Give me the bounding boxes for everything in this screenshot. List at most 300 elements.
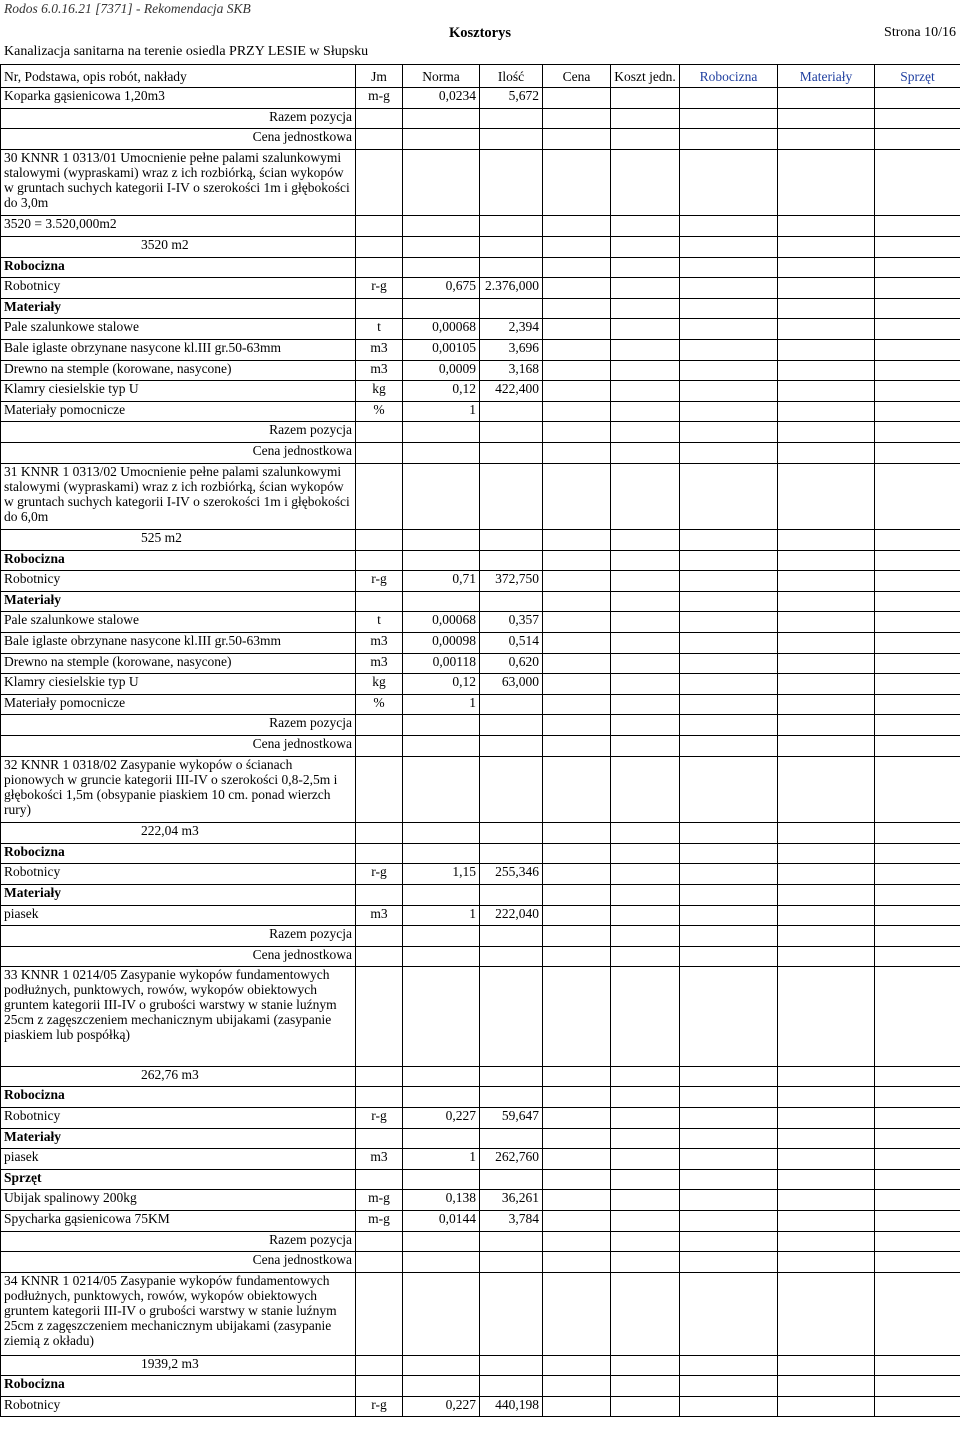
norm-cell: 0,138	[403, 1190, 480, 1211]
value-cell	[875, 885, 960, 906]
value-cell	[875, 422, 960, 443]
quantity-cell	[480, 715, 543, 736]
value-cell	[543, 1107, 611, 1128]
norm-cell	[403, 1272, 480, 1355]
value-cell	[778, 715, 875, 736]
value-cell	[778, 756, 875, 823]
value-cell	[543, 633, 611, 654]
value-cell	[875, 381, 960, 402]
description-cell: piasek	[1, 1149, 356, 1170]
quantity-cell: 372,750	[480, 571, 543, 592]
unit-cell	[356, 1376, 403, 1397]
summary-row	[1, 129, 960, 150]
norm-cell	[403, 756, 480, 823]
unit-cell	[356, 1128, 403, 1149]
norm-cell	[403, 1376, 480, 1397]
value-cell	[611, 236, 680, 257]
value-cell	[875, 1231, 960, 1252]
value-cell	[875, 319, 960, 340]
value-cell	[680, 1087, 778, 1108]
value-cell	[875, 278, 960, 299]
quantity-cell: 2.376,000	[480, 278, 543, 299]
quantity-cell	[480, 216, 543, 237]
value-cell	[611, 360, 680, 381]
position-row	[1, 967, 960, 1066]
section-row	[1, 1169, 960, 1190]
value-cell	[778, 694, 875, 715]
column-header: Robocizna	[680, 65, 778, 88]
value-cell	[680, 736, 778, 757]
unit-cell	[356, 756, 403, 823]
value-cell	[875, 550, 960, 571]
value-cell	[875, 149, 960, 216]
value-cell	[543, 843, 611, 864]
norm-cell: 0,12	[403, 674, 480, 695]
value-cell	[680, 442, 778, 463]
norm-cell: 0,227	[403, 1396, 480, 1417]
norm-cell: 1,15	[403, 864, 480, 885]
value-cell	[875, 1087, 960, 1108]
summary-label: Cena jednostkowa	[1, 442, 356, 463]
quantity-cell	[480, 591, 543, 612]
value-cell	[778, 1087, 875, 1108]
unit-cell	[356, 530, 403, 551]
value-cell	[875, 463, 960, 530]
norm-cell: 1	[403, 1149, 480, 1170]
quantity-label: 3520 m2	[1, 236, 356, 257]
value-cell	[543, 736, 611, 757]
quantity-row	[1, 1355, 960, 1376]
value-cell	[543, 339, 611, 360]
value-cell	[543, 298, 611, 319]
value-cell	[778, 149, 875, 216]
quantity-cell	[480, 736, 543, 757]
section-row	[1, 1376, 960, 1397]
value-cell	[680, 1169, 778, 1190]
norm-cell	[403, 422, 480, 443]
unit-cell	[356, 736, 403, 757]
unit-cell	[356, 843, 403, 864]
value-cell	[680, 843, 778, 864]
value-cell	[875, 946, 960, 967]
value-cell	[875, 591, 960, 612]
value-cell	[875, 1169, 960, 1190]
value-cell	[778, 1272, 875, 1355]
value-cell	[778, 1107, 875, 1128]
unit-cell: m-g	[356, 1190, 403, 1211]
quantity-cell	[480, 442, 543, 463]
quantity-cell	[480, 257, 543, 278]
norm-cell: 0,00105	[403, 339, 480, 360]
quantity-cell	[480, 756, 543, 823]
resource-row	[1, 339, 960, 360]
section-label: Robocizna	[1, 1376, 356, 1397]
norm-cell	[403, 550, 480, 571]
value-cell	[875, 1210, 960, 1231]
value-cell	[875, 1066, 960, 1087]
value-cell	[778, 926, 875, 947]
value-cell	[680, 236, 778, 257]
value-cell	[680, 1272, 778, 1355]
description-cell: Materiały pomocnicze	[1, 694, 356, 715]
value-cell	[680, 674, 778, 695]
quantity-cell	[480, 946, 543, 967]
unit-cell	[356, 257, 403, 278]
norm-cell	[403, 715, 480, 736]
value-cell	[543, 653, 611, 674]
quantity-cell	[480, 1376, 543, 1397]
section-row	[1, 1087, 960, 1108]
value-cell	[680, 422, 778, 443]
value-cell	[543, 381, 611, 402]
value-cell	[778, 257, 875, 278]
position-row	[1, 463, 960, 530]
quantity-cell	[480, 1128, 543, 1149]
value-cell	[543, 530, 611, 551]
norm-cell	[403, 1169, 480, 1190]
quantity-cell	[480, 1087, 543, 1108]
norm-cell	[403, 843, 480, 864]
value-cell	[611, 756, 680, 823]
section-label: Materiały	[1, 1128, 356, 1149]
value-cell	[875, 843, 960, 864]
summary-row	[1, 442, 960, 463]
quantity-label: 1939,2 m3	[1, 1355, 356, 1376]
value-cell	[778, 1169, 875, 1190]
value-cell	[680, 633, 778, 654]
value-cell	[680, 108, 778, 129]
value-cell	[543, 1376, 611, 1397]
value-cell	[778, 401, 875, 422]
value-cell	[611, 843, 680, 864]
norm-cell: 0,675	[403, 278, 480, 299]
value-cell	[778, 905, 875, 926]
value-cell	[875, 442, 960, 463]
summary-row	[1, 1231, 960, 1252]
unit-cell: r-g	[356, 864, 403, 885]
unit-cell: r-g	[356, 278, 403, 299]
value-cell	[778, 1149, 875, 1170]
column-header: Koszt jedn.	[611, 65, 680, 88]
quantity-label: 222,04 m3	[1, 823, 356, 844]
quantity-cell	[480, 530, 543, 551]
unit-cell: m3	[356, 1149, 403, 1170]
resource-row	[1, 401, 960, 422]
description-cell: 3520 = 3.520,000m2	[1, 216, 356, 237]
norm-cell: 1	[403, 694, 480, 715]
value-cell	[778, 1210, 875, 1231]
quantity-cell: 440,198	[480, 1396, 543, 1417]
value-cell	[611, 339, 680, 360]
value-cell	[875, 674, 960, 695]
value-cell	[680, 653, 778, 674]
value-cell	[680, 612, 778, 633]
summary-label: Razem pozycja	[1, 715, 356, 736]
description-cell: Ubijak spalinowy 200kg	[1, 1190, 356, 1211]
summary-label: Cena jednostkowa	[1, 1252, 356, 1273]
column-header: Sprzęt	[875, 65, 960, 88]
value-cell	[778, 1128, 875, 1149]
description-cell: Robotnicy	[1, 864, 356, 885]
value-cell	[778, 298, 875, 319]
quantity-cell	[480, 422, 543, 443]
norm-cell: 0,0234	[403, 88, 480, 109]
summary-row	[1, 1252, 960, 1273]
description-cell: Robotnicy	[1, 571, 356, 592]
unit-cell	[356, 1355, 403, 1376]
value-cell	[875, 864, 960, 885]
value-cell	[680, 946, 778, 967]
value-cell	[543, 905, 611, 926]
value-cell	[680, 339, 778, 360]
norm-cell: 1	[403, 401, 480, 422]
value-cell	[611, 1169, 680, 1190]
quantity-cell: 0,514	[480, 633, 543, 654]
value-cell	[611, 1149, 680, 1170]
document-title: Kosztorys	[449, 25, 512, 41]
resource-row	[1, 905, 960, 926]
value-cell	[875, 823, 960, 844]
value-cell	[611, 129, 680, 150]
quantity-cell	[480, 1169, 543, 1190]
resource-row	[1, 1149, 960, 1170]
norm-cell	[403, 129, 480, 150]
quantity-cell	[480, 1355, 543, 1376]
description-cell: Robotnicy	[1, 1396, 356, 1417]
value-cell	[611, 422, 680, 443]
value-cell	[778, 736, 875, 757]
value-cell	[543, 319, 611, 340]
unit-cell	[356, 149, 403, 216]
quantity-cell	[480, 823, 543, 844]
value-cell	[680, 864, 778, 885]
quantity-cell: 5,672	[480, 88, 543, 109]
section-row	[1, 257, 960, 278]
page-number: Strona 10/16	[884, 25, 956, 40]
value-cell	[543, 1252, 611, 1273]
resource-row	[1, 1107, 960, 1128]
value-cell	[543, 1149, 611, 1170]
value-cell	[680, 885, 778, 906]
value-cell	[778, 381, 875, 402]
value-cell	[611, 1210, 680, 1231]
norm-cell	[403, 530, 480, 551]
norm-cell: 0,00068	[403, 612, 480, 633]
norm-cell	[403, 149, 480, 216]
value-cell	[611, 278, 680, 299]
norm-cell	[403, 926, 480, 947]
value-cell	[875, 736, 960, 757]
value-cell	[543, 236, 611, 257]
quantity-cell	[480, 843, 543, 864]
value-cell	[543, 926, 611, 947]
value-cell	[543, 1066, 611, 1087]
cost-estimate-table	[0, 64, 960, 1417]
value-cell	[611, 298, 680, 319]
value-cell	[680, 1107, 778, 1128]
value-cell	[543, 694, 611, 715]
value-cell	[611, 1231, 680, 1252]
description-cell: Pale szalunkowe stalowe	[1, 612, 356, 633]
quantity-cell: 422,400	[480, 381, 543, 402]
summary-row	[1, 422, 960, 443]
value-cell	[875, 926, 960, 947]
unit-cell: m3	[356, 360, 403, 381]
unit-cell: m3	[356, 633, 403, 654]
position-description: 32 KNNR 1 0318/02 Zasypanie wykopów o ścianach pionowych w gruncie kategorii III-IV o szerokości 0,8-2,5m i głębokości 1,5m (obsypanie piaskiem 10 cm. ponad wierzch rury)	[1, 756, 356, 823]
unit-cell: r-g	[356, 1107, 403, 1128]
value-cell	[778, 946, 875, 967]
description-cell: Robotnicy	[1, 278, 356, 299]
value-cell	[680, 1355, 778, 1376]
description-cell: Drewno na stemple (korowane, nasycone)	[1, 653, 356, 674]
norm-cell: 0,00068	[403, 319, 480, 340]
value-cell	[680, 926, 778, 947]
value-cell	[680, 571, 778, 592]
value-cell	[543, 612, 611, 633]
value-cell	[611, 1087, 680, 1108]
unit-cell: m3	[356, 653, 403, 674]
unit-cell: m-g	[356, 1210, 403, 1231]
value-cell	[875, 715, 960, 736]
value-cell	[611, 1128, 680, 1149]
norm-cell: 1	[403, 905, 480, 926]
quantity-cell: 255,346	[480, 864, 543, 885]
value-cell	[680, 550, 778, 571]
resource-row	[1, 319, 960, 340]
quantity-cell	[480, 1066, 543, 1087]
value-cell	[778, 612, 875, 633]
position-row	[1, 1272, 960, 1355]
value-cell	[543, 571, 611, 592]
column-header: Nr, Podstawa, opis robót, nakłady	[1, 65, 356, 88]
section-row	[1, 1128, 960, 1149]
section-label: Sprzęt	[1, 1169, 356, 1190]
value-cell	[543, 149, 611, 216]
quantity-cell	[480, 129, 543, 150]
unit-cell	[356, 129, 403, 150]
value-cell	[611, 1272, 680, 1355]
summary-label: Razem pozycja	[1, 926, 356, 947]
quantity-row	[1, 1066, 960, 1087]
value-cell	[611, 736, 680, 757]
value-cell	[680, 381, 778, 402]
norm-cell	[403, 236, 480, 257]
norm-cell	[403, 1355, 480, 1376]
value-cell	[680, 967, 778, 1066]
value-cell	[543, 1272, 611, 1355]
unit-cell	[356, 550, 403, 571]
value-cell	[875, 967, 960, 1066]
summary-row	[1, 108, 960, 129]
resource-row	[1, 571, 960, 592]
summary-label: Cena jednostkowa	[1, 946, 356, 967]
value-cell	[778, 1231, 875, 1252]
value-cell	[611, 1355, 680, 1376]
value-cell	[680, 1149, 778, 1170]
value-cell	[875, 216, 960, 237]
summary-label: Cena jednostkowa	[1, 736, 356, 757]
quantity-cell: 262,760	[480, 1149, 543, 1170]
value-cell	[543, 108, 611, 129]
unit-cell: m-g	[356, 88, 403, 109]
quantity-cell	[480, 149, 543, 216]
value-cell	[611, 401, 680, 422]
unit-cell	[356, 1066, 403, 1087]
value-cell	[778, 864, 875, 885]
quantity-cell	[480, 967, 543, 1066]
unit-cell: m3	[356, 905, 403, 926]
quantity-cell	[480, 885, 543, 906]
value-cell	[875, 1190, 960, 1211]
unit-cell	[356, 442, 403, 463]
quantity-cell	[480, 298, 543, 319]
value-cell	[875, 298, 960, 319]
value-cell	[611, 1376, 680, 1397]
value-cell	[543, 1355, 611, 1376]
value-cell	[611, 319, 680, 340]
table-header-row	[1, 65, 960, 88]
value-cell	[875, 756, 960, 823]
value-cell	[778, 1396, 875, 1417]
value-cell	[875, 129, 960, 150]
quantity-cell: 222,040	[480, 905, 543, 926]
resource-row	[1, 1190, 960, 1211]
value-cell	[611, 612, 680, 633]
value-cell	[875, 1396, 960, 1417]
summary-label: Cena jednostkowa	[1, 129, 356, 150]
value-cell	[543, 885, 611, 906]
quantity-cell	[480, 1252, 543, 1273]
norm-cell	[403, 298, 480, 319]
value-cell	[611, 905, 680, 926]
value-cell	[778, 463, 875, 530]
quantity-cell: 36,261	[480, 1190, 543, 1211]
value-cell	[543, 715, 611, 736]
resource-row	[1, 653, 960, 674]
section-row	[1, 885, 960, 906]
quantity-cell	[480, 926, 543, 947]
value-cell	[680, 216, 778, 237]
value-cell	[611, 885, 680, 906]
value-cell	[778, 530, 875, 551]
value-cell	[543, 1128, 611, 1149]
unit-cell: r-g	[356, 1396, 403, 1417]
value-cell	[778, 236, 875, 257]
value-cell	[778, 674, 875, 695]
value-cell	[611, 442, 680, 463]
value-cell	[778, 823, 875, 844]
unit-cell: t	[356, 319, 403, 340]
value-cell	[875, 339, 960, 360]
value-cell	[543, 1210, 611, 1231]
value-cell	[543, 967, 611, 1066]
summary-label: Razem pozycja	[1, 1231, 356, 1252]
unit-cell	[356, 885, 403, 906]
value-cell	[543, 463, 611, 530]
value-cell	[543, 216, 611, 237]
norm-cell	[403, 967, 480, 1066]
unit-cell	[356, 1272, 403, 1355]
value-cell	[680, 298, 778, 319]
column-header: Materiały	[778, 65, 875, 88]
value-cell	[543, 756, 611, 823]
norm-cell	[403, 885, 480, 906]
value-cell	[875, 571, 960, 592]
value-cell	[611, 571, 680, 592]
position-description: 30 KNNR 1 0313/01 Umocnienie pełne palami szalunkowymi stalowymi (wypraskami) wraz z ich rozbiórką, ścian wykopów w gruntach suchych kategorii I-IV o szerokości 1m i głębokości do 3,0m	[1, 149, 356, 216]
norm-cell	[403, 1128, 480, 1149]
